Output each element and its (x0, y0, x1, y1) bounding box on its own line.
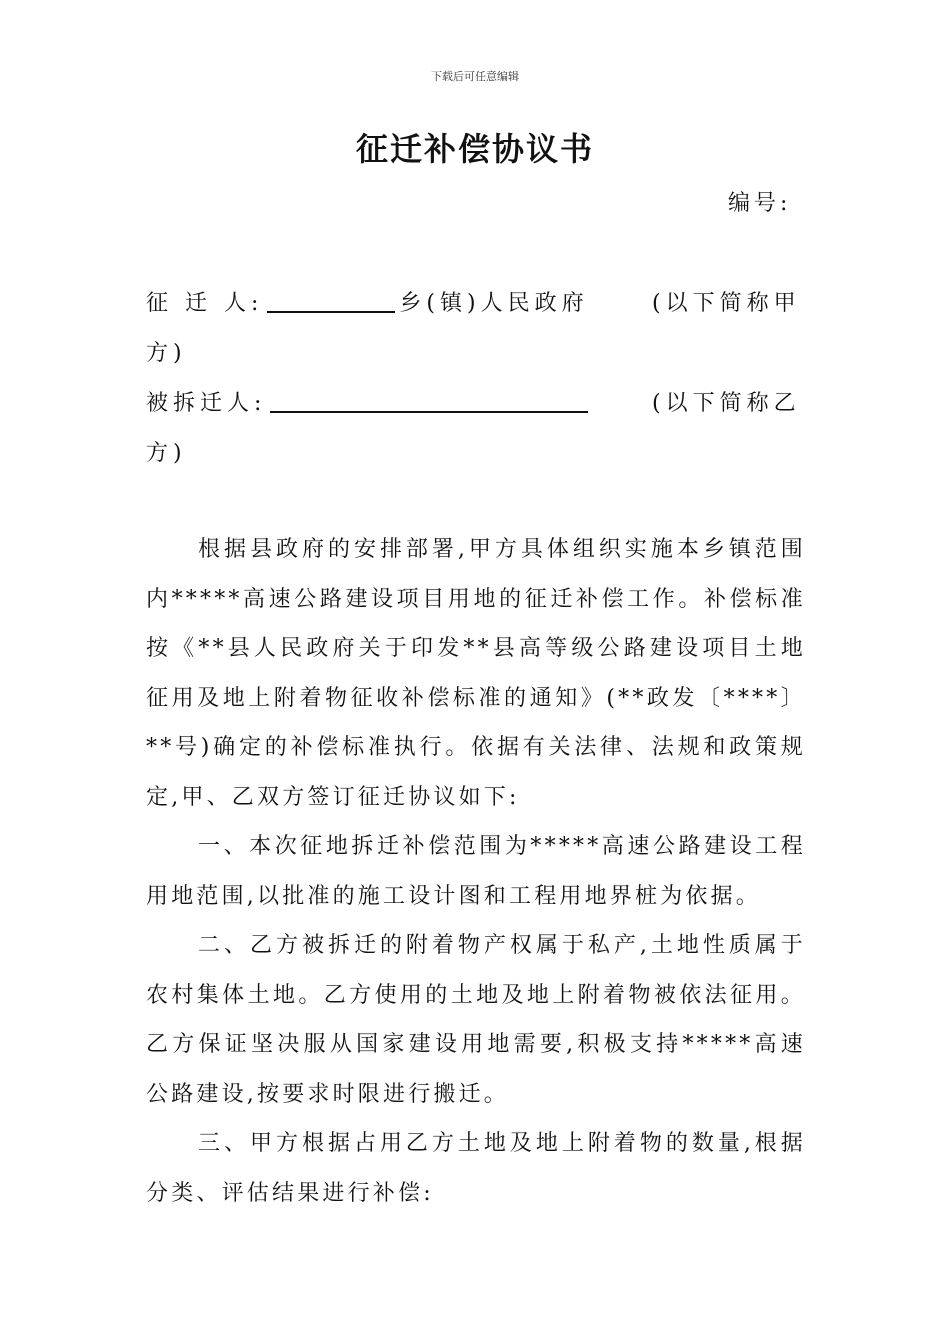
party-b-blank[interactable] (270, 387, 588, 413)
paragraph-clause-1: 一、本次征地拆迁补偿范围为*****高速公路建设工程用地范围,以批准的施工设计图和工程用地界桩为依据。 (146, 834, 806, 909)
party-b-note-end: 方) (146, 441, 187, 466)
party-b-line (146, 386, 592, 417)
party-a-label: 征 迁 人: (146, 291, 264, 316)
party-a-note: (以下简称甲 (652, 291, 801, 316)
party-a-line (146, 286, 589, 317)
paragraph-clause-3: 三、甲方根据占用乙方土地及地上附着物的数量,根据分类、评估结果进行补偿: (146, 1131, 806, 1206)
party-a-suffix: 乡(镇)人民政府 (399, 291, 589, 316)
document-title: 征迁补偿协议书 (355, 130, 594, 168)
party-a-blank[interactable] (267, 287, 395, 313)
document-number-label: 编号: (728, 191, 792, 216)
party-b-label: 被拆迁人: (146, 391, 267, 416)
header-note: 下载后可任意编辑 (431, 70, 519, 83)
party-a-note-end: 方) (146, 341, 187, 366)
paragraph-clause-2: 二、乙方被拆迁的附着物产权属于私产,土地性质属于农村集体土地。乙方使用的土地及地上附着物被依法征用。乙方保证坚决服从国家建设用地需要,积极支持*****高速公路建设,按要求时限进行搬迁。 (146, 933, 806, 1107)
party-b-note: (以下简称乙 (652, 391, 801, 416)
paragraph-preamble: 根据县政府的安排部署,甲方具体组织实施本乡镇范围内*****高速公路建设项目用地的征迁补偿工作。补偿标准按《**县人民政府关于印发**县高等级公路建设项目土地征用及地上附着物征收补偿标准的通知》(**政发〔****〕**号)确定的补偿标准执行。依据有关法律、法规和政策规定,甲、乙双方签订征迁协议如下: (146, 537, 806, 810)
